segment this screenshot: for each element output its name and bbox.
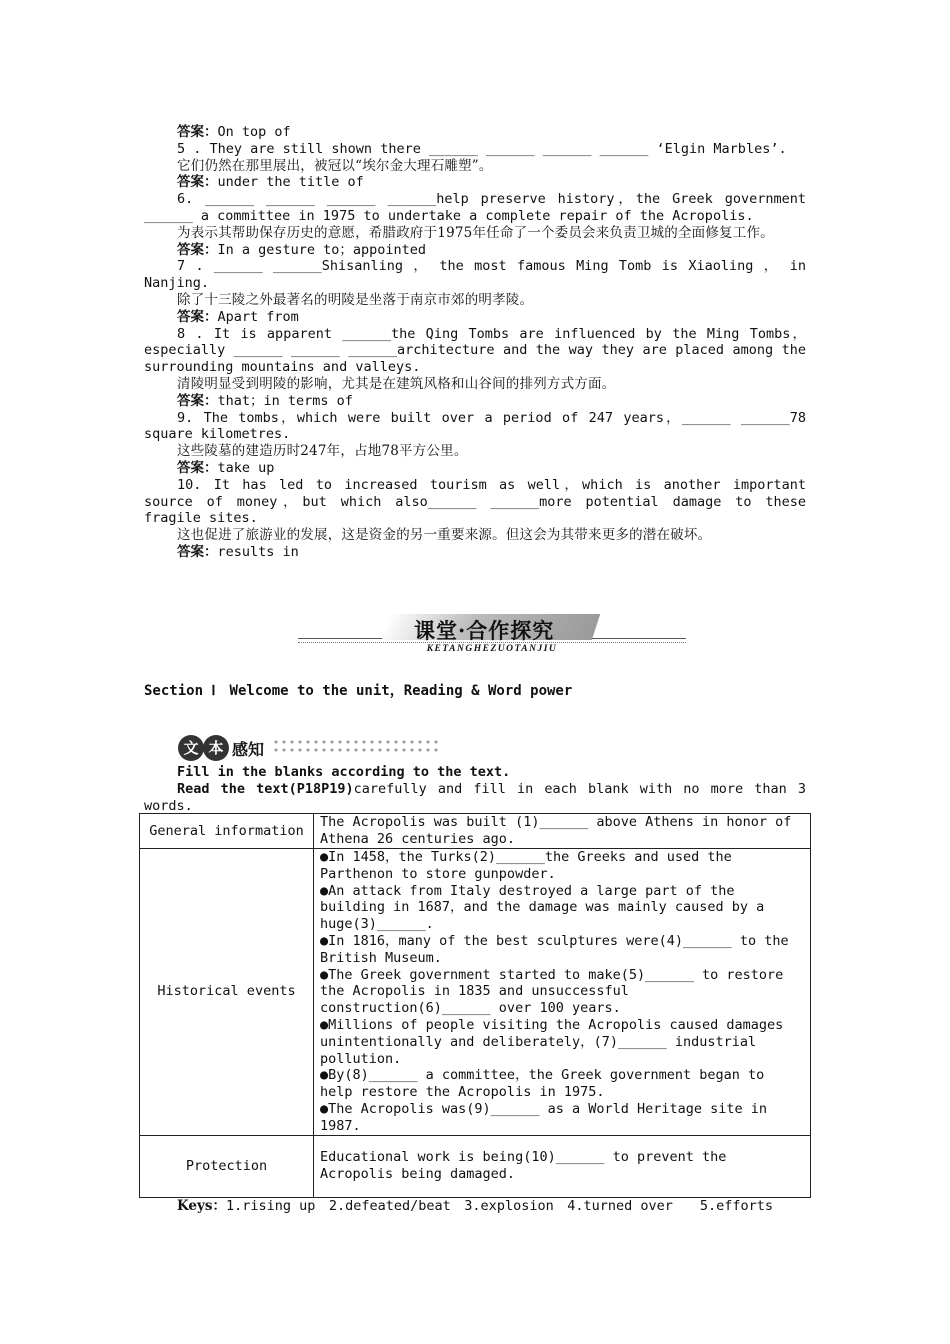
row-content: Educational work is being(10)______ to prevent the Acropolis being damaged. (314, 1135, 811, 1197)
circle-char-2: 本 (203, 735, 229, 761)
row-header: Historical events (140, 849, 314, 1136)
question-7-translation: 除了十三陵之外最著名的明陵是坐落于南京市郊的明孝陵。 (177, 291, 534, 308)
answer-label: 答案： (177, 308, 218, 325)
answer-text: On top of (217, 124, 291, 140)
event-item: ●By(8)______ a committee，the Greek government began to help restore the Acropolis in 1975. (320, 1067, 765, 1101)
question-10: 10. It has led to increased tourism as well，which is another important source of money，but which also______ ______more potential damage to these fragile sites. (144, 476, 806, 527)
instruction-bold: Read the text(P18P19) (177, 780, 354, 797)
question-10-translation: 这也促进了旅游业的发展，这是资金的另一重要来源。但这会为其带来更多的潜在破坏。 (177, 527, 712, 544)
question-8-translation: 清陵明显受到明陵的影响，尤其是在建筑风格和山谷间的排列方式方面。 (177, 375, 616, 392)
question-5-translation: 它们仍然在那里展出，被冠以“埃尔金大理石雕塑”。 (177, 157, 493, 174)
keys-label: Keys： (177, 1198, 226, 1214)
answer-10 (144, 544, 806, 561)
instruction-line-2 (144, 781, 806, 815)
answer-4 (144, 124, 806, 141)
answer-text: results in (217, 543, 299, 560)
answer-label: 答案： (177, 392, 218, 409)
answer-text: that；in terms of (217, 392, 353, 409)
exercise-list (144, 124, 806, 561)
circle-char-1: 文 (178, 735, 204, 761)
answer-label: 答案： (177, 174, 218, 191)
answer-5 (144, 174, 806, 191)
row-content (314, 849, 811, 1136)
event-item: ●In 1458，the Turks(2)______the Greeks and used the Parthenon to store gunpowder. (320, 849, 732, 882)
answer-9 (144, 460, 806, 477)
table-row (140, 1135, 811, 1197)
answer-7 (144, 309, 806, 326)
row-header: Protection (140, 1135, 314, 1197)
dotted-decoration (272, 738, 442, 756)
row-header: General information (140, 814, 314, 849)
question-6-translation: 为表示其帮助保存历史的意愿，希腊政府于1975年任命了一个委员会来负责卫城的全面修复工作。 (177, 224, 774, 241)
question-8: 8 . It is apparent ______the Qing Tombs are influenced by the Ming Tombs，especially ______ ______ ______architecture and the way they are placed among the surrounding mountains and valleys. (144, 325, 806, 376)
section-title: Section Ⅰ Welcome to the unit，Reading & Word power (144, 683, 573, 699)
answer-label: 答案： (177, 459, 218, 476)
instruction-rest: carefully and fill in each blank with no more than 3 words. (144, 780, 807, 814)
row-content: The Acropolis was built (1)______ above Athens in honor of Athena 26 centuries ago. (314, 814, 811, 849)
cloze-table (139, 813, 811, 1198)
banner-subtitle: KETANGHEZUOTANJIU (426, 644, 558, 654)
answer-label: 答案： (177, 124, 218, 140)
answer-text: under the title of (217, 174, 364, 191)
question-5: 5 . They are still shown there ______ ______ ______ ______ ‘Elgin Marbles’. (177, 140, 787, 157)
event-item: ●The Acropolis was(9)______ as a World Heritage site in 1987. (320, 1100, 768, 1134)
event-item: ●Millions of people visiting the Acropolis caused damages unintentionally and deliberately，(7)______ industrial pollution. (320, 1016, 784, 1067)
event-item: ●In 1816，many of the best sculptures were(4)______ to the British Museum. (320, 932, 789, 966)
answer-keys (144, 1198, 806, 1215)
header-label: 感知 (232, 740, 265, 759)
table-row (140, 814, 811, 849)
banner-title: 课堂·合作探究 (414, 618, 555, 643)
instruction-line-1: Fill in the blanks according to the text. (177, 764, 511, 780)
section-banner (298, 614, 686, 658)
event-item: ●An attack from Italy destroyed a large part of the building in 1687，and the damage was mainly caused by a huge(3)______. (320, 882, 765, 933)
keys-text: 1.rising up 2.defeated/beat 3.explosion 4.turned over 5.efforts (225, 1198, 774, 1214)
answer-text: In a gesture to；appointed (217, 241, 427, 258)
answer-label: 答案： (177, 241, 218, 258)
question-9: 9. The tombs，which were built over a period of 247 years，______ ______78 square kilometres. (144, 409, 806, 443)
question-7: 7 . ______ ______Shisanling ， the most famous Ming Tomb is Xiaoling ， in Nanjing. (144, 258, 806, 292)
question-6: 6. ______ ______ ______ ______help preserve history，the Greek government ______ a committee in 1975 to undertake a complete repair of the Acropolis. (144, 191, 806, 224)
question-9-translation: 这些陵墓的建造历时247年，占地78平方公里。 (177, 443, 468, 460)
answer-6 (144, 242, 806, 259)
answer-text: Apart from (217, 308, 299, 325)
answer-8 (144, 393, 806, 410)
event-item: ●The Greek government started to make(5)______ to restore the Acropolis in 1835 and unsuccessful construction(6)______ over 100 years. (320, 966, 784, 1017)
instructions (144, 764, 806, 814)
table-row (140, 849, 811, 1136)
answer-label: 答案： (177, 543, 218, 560)
answer-text: take up (217, 459, 275, 476)
text-perception-header (176, 733, 446, 761)
